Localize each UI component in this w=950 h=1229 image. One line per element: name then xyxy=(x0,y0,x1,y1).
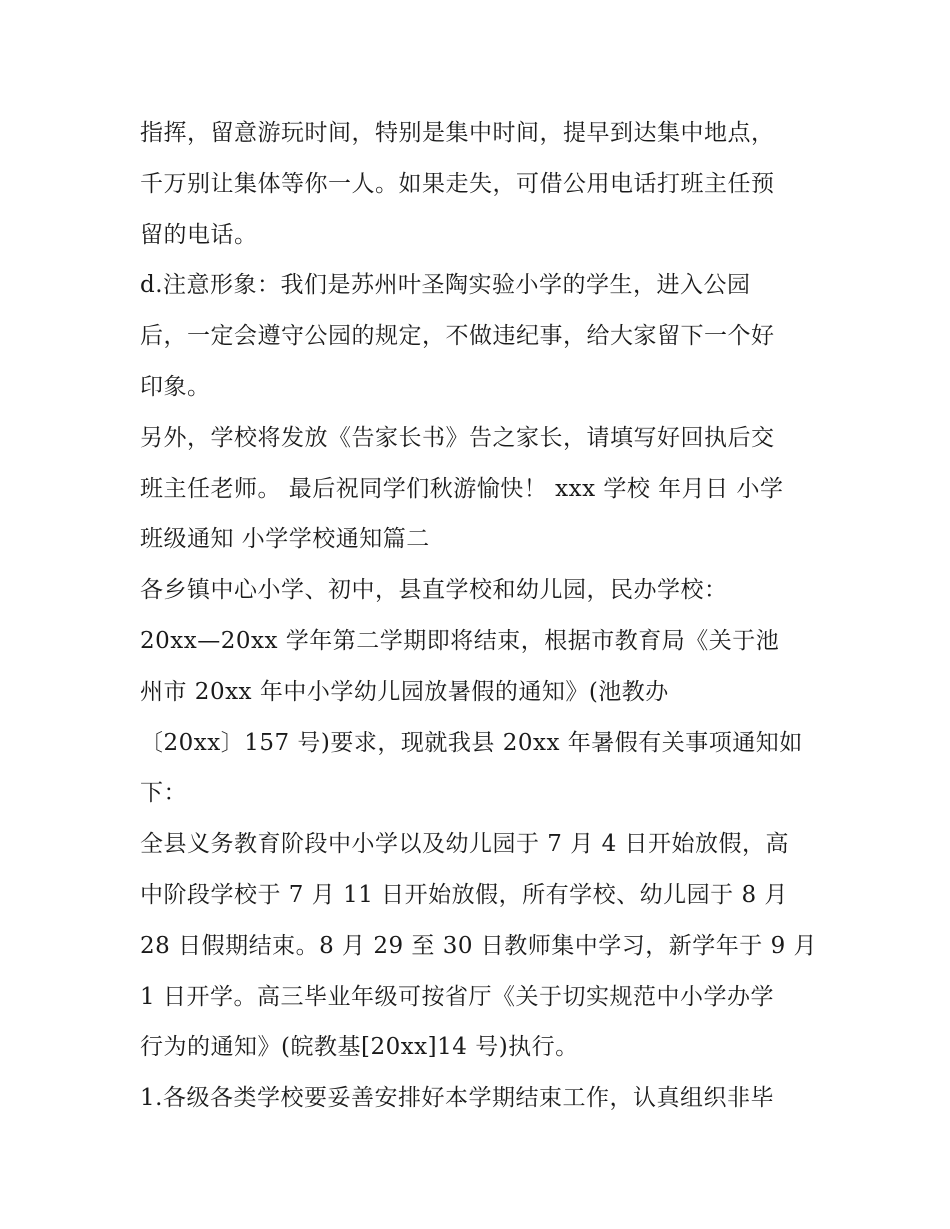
text-line: 1 日开学。高三毕业年级可按省厅《关于切实规范中小学办学 xyxy=(140,983,774,1010)
text-line: 班主任老师。 最后祝同学们秋游愉快！ xxx 学校 年月日 小学 xyxy=(140,475,784,502)
text-line: 指挥，留意游玩时间，特别是集中时间，提早到达集中地点， xyxy=(140,120,775,146)
text-line: 中阶段学校于 7 月 11 日开始放假，所有学校、幼儿园于 8 月 xyxy=(140,881,788,908)
text-line: 1.各级各类学校要妥善安排好本学期结束工作，认真组织非毕 xyxy=(140,1085,774,1112)
text-line: 留的电话。 xyxy=(140,221,258,248)
text-line: 下： xyxy=(140,780,187,807)
text-line: d.注意形象：我们是苏州叶圣陶实验小学的学生，进入公园 xyxy=(140,272,751,299)
text-line: 行为的通知》(皖教基[20xx]14 号)执行。 xyxy=(140,1034,579,1061)
text-line: 20xx—20xx 学年第二学期即将结束，根据市教育局《关于池 xyxy=(140,627,780,654)
text-line: 各乡镇中心小学、初中，县直学校和幼儿园，民办学校： xyxy=(140,577,728,604)
text-line: 全县义务教育阶段中小学以及幼儿园于 7 月 4 日开始放假，高 xyxy=(140,831,790,858)
text-line: 千万别让集体等你一人。如果走失，可借公用电话打班主任预 xyxy=(140,170,775,197)
text-line: 〔20xx〕157 号)要求，现就我县 20xx 年暑假有关事项通知如 xyxy=(140,729,803,756)
text-line: 另外，学校将发放《告家长书》告之家长，请填写好回执后交 xyxy=(140,424,775,451)
text-line: 班级通知 小学学校通知篇二 xyxy=(140,526,430,553)
text-line: 后，一定会遵守公园的规定，不做违纪事，给大家留下一个好 xyxy=(140,323,775,350)
text-line: 28 日假期结束。8 月 29 至 30 日教师集中学习，新学年于 9 月 xyxy=(140,932,818,959)
text-line: 印象。 xyxy=(140,373,211,400)
text-line: 州市 20xx 年中小学幼儿园放暑假的通知》(池教办 xyxy=(140,678,669,705)
document-body xyxy=(140,108,830,1124)
